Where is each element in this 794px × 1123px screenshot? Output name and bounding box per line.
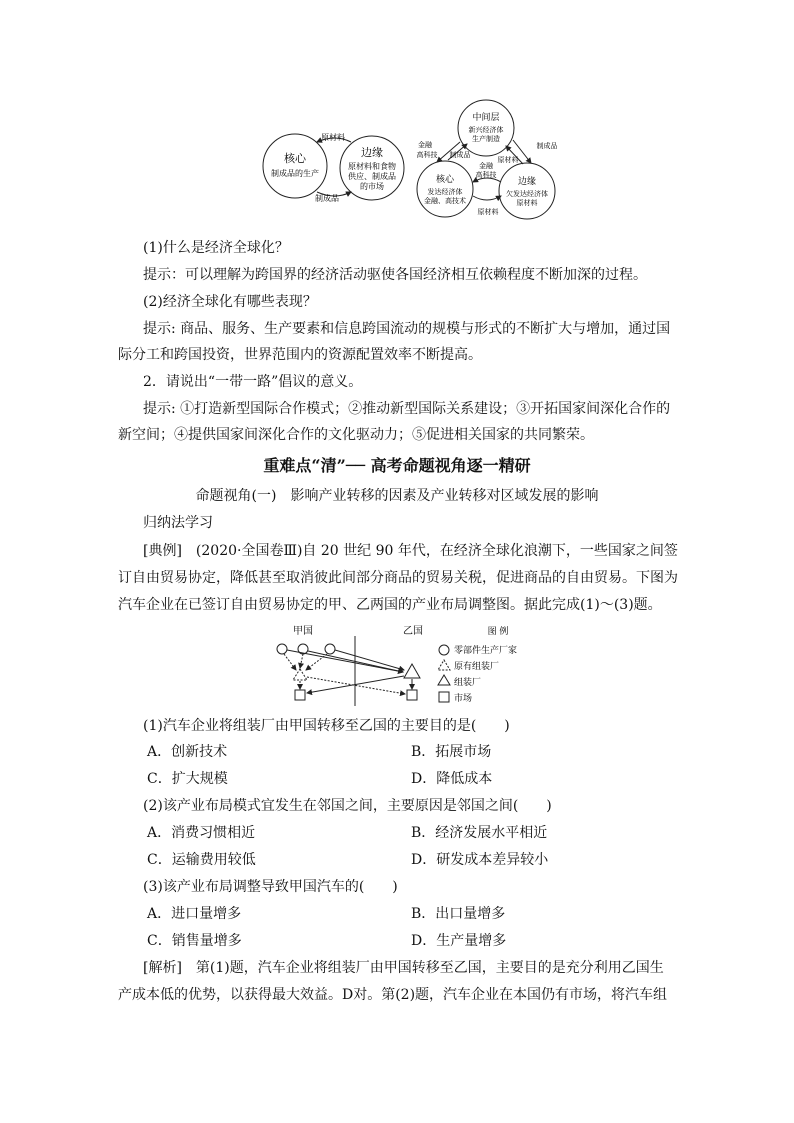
new-assembly bbox=[404, 664, 420, 678]
core-sub: 制成品的生产 bbox=[271, 169, 319, 178]
edge-line-2: 供应、制成品 bbox=[348, 172, 396, 181]
core-periphery-left bbox=[263, 132, 404, 203]
edge-line-r2: 原材料 bbox=[516, 199, 538, 207]
option-p2-d: D．研发成本差异较小 bbox=[411, 852, 549, 868]
country-b-label: 乙国 bbox=[403, 626, 423, 637]
example-line-1: [典例] (2020·全国卷Ⅲ)自 20 世纪 90 年代，在经济全球化浪潮下，一些国家之间签 bbox=[143, 543, 678, 559]
label-raw: 原材料 bbox=[321, 133, 345, 142]
legend-item-3: 组装厂 bbox=[454, 678, 482, 688]
core-title: 核心 bbox=[284, 152, 306, 165]
question-p1: (1)汽车企业将组装厂由甲国转移至乙国的主要目的是( ) bbox=[143, 718, 510, 734]
option-p3-b: B．出口量增多 bbox=[411, 906, 506, 922]
option-p3-d: D．生产量增多 bbox=[411, 933, 507, 949]
method-label: 归纳法学习 bbox=[143, 515, 213, 531]
legend-dashed-triangle-icon bbox=[438, 660, 450, 670]
question-p3: (3)该产业布局调整导致甲国汽车的( ) bbox=[143, 879, 398, 895]
answer-2-line-1: 提示: 商品、服务、生产要素和信息跨国流动的规模与形式的不断扩大与增加，通过国 bbox=[143, 321, 671, 337]
question-2: (2)经济全球化有哪些表现？ bbox=[143, 294, 317, 310]
answer-3-line-2: 新空间；④提供国家间深化合作的文化驱动力；⑤促进相关国家的共同繁荣。 bbox=[118, 427, 594, 443]
example-line-2: 订自由贸易协定，降低甚至取消彼此间部分商品的贸易关税，促进商品的自由贸易。下图为 bbox=[118, 570, 678, 586]
analysis-line-1: [解析] 第(1)题，汽车企业将组装厂由甲国转移至乙国，主要目的是充分利用乙国生 bbox=[143, 960, 664, 976]
edge-line-3: 的市场 bbox=[360, 182, 384, 191]
mid-line-1: 新兴经济体 bbox=[468, 126, 504, 134]
legend-title: 图 例 bbox=[487, 627, 509, 637]
option-p1-b: B．拓展市场 bbox=[411, 744, 492, 760]
label-tech-mid: 高科技 bbox=[475, 171, 497, 179]
dash-arrow-1 bbox=[284, 654, 296, 670]
arrow-core-edge bbox=[473, 196, 501, 200]
edge-line-r1: 欠发达经济体 bbox=[506, 190, 548, 198]
original-assembly bbox=[293, 669, 307, 680]
option-p1-d: D．降低成本 bbox=[411, 771, 493, 787]
label-made-left: 制成品 bbox=[449, 151, 471, 159]
edge-title-r: 边缘 bbox=[517, 177, 537, 187]
analysis-line-2: 产成本低的优势，以获得最大效益。D对。第(2)题，汽车企业在本国仍有市场，将汽车组 bbox=[118, 987, 668, 1003]
core-title-r: 核心 bbox=[435, 175, 455, 185]
answer-1: 提示：可以理解为跨国界的经济活动驱使各国经济相互依赖程度不断加深的过程。 bbox=[143, 267, 647, 283]
option-p1-a: A．创新技术 bbox=[147, 744, 228, 760]
legend-square-icon bbox=[439, 692, 449, 702]
parts-maker-1 bbox=[277, 644, 287, 654]
label-raw-bottom: 原材料 bbox=[477, 208, 499, 216]
dash-arrow-2 bbox=[300, 654, 303, 668]
label-made-right: 制成品 bbox=[536, 142, 558, 150]
question-1: (1)什么是经济全球化？ bbox=[143, 240, 289, 256]
mid-line-2: 生产制造 bbox=[472, 135, 500, 143]
option-p2-b: B．经济发展水平相近 bbox=[411, 825, 548, 841]
edge-title: 边缘 bbox=[361, 146, 383, 159]
legend-circle-icon bbox=[439, 645, 449, 655]
label-fin-left: 金融 bbox=[418, 141, 432, 149]
label-tech-left: 高科技 bbox=[416, 151, 438, 159]
option-p1-c: C．扩大规模 bbox=[147, 771, 228, 787]
label-raw-top: 原材料 bbox=[497, 156, 519, 164]
section-subtitle: 命题视角(一) 影响产业转移的因素及产业转移对区域发展的影响 bbox=[195, 488, 599, 504]
edge-line-1: 原材料和食物 bbox=[348, 162, 396, 171]
solid-arrow-3 bbox=[335, 650, 404, 670]
option-p2-c: C．运输费用较低 bbox=[147, 852, 256, 868]
section-title: 重难点“清”── 高考命题视角逐一精研 bbox=[263, 456, 531, 475]
legend-item-4: 市场 bbox=[454, 694, 473, 704]
core-periphery-right bbox=[417, 100, 558, 219]
label-fin-mid: 金融 bbox=[479, 162, 493, 170]
option-p3-c: C．销售量增多 bbox=[147, 933, 242, 949]
question-p2: (2)该产业布局模式宜发生在邻国之间，主要原因是邻国之间( ) bbox=[143, 798, 552, 814]
example-line-3: 汽车企业在已签订自由贸易协定的甲、乙两国的产业布局调整图。据此完成(1)～(3)题。 bbox=[118, 597, 662, 613]
legend-item-1: 零部件生产厂家 bbox=[454, 646, 518, 656]
market-b bbox=[407, 690, 417, 700]
market-a bbox=[295, 690, 305, 700]
core-line-2: 金融、高技术 bbox=[424, 197, 466, 205]
core-circle bbox=[263, 134, 327, 198]
option-p3-a: A．进口量增多 bbox=[147, 906, 242, 922]
legend-triangle-icon bbox=[438, 675, 450, 685]
question-3: 2．请说出“一带一路”倡议的意义。 bbox=[143, 374, 363, 390]
answer-2-line-2: 际分工和跨国投资，世界范围内的资源配置效率不断提高。 bbox=[118, 347, 482, 363]
core-line-1: 发达经济体 bbox=[427, 188, 463, 196]
industry-layout-figure bbox=[270, 622, 540, 708]
option-p2-a: A．消费习惯相近 bbox=[147, 825, 256, 841]
core-periphery-figure bbox=[255, 98, 590, 220]
dash-arrow-5 bbox=[307, 677, 405, 694]
mid-title: 中间层 bbox=[472, 113, 500, 123]
country-a-label: 甲国 bbox=[293, 626, 313, 637]
answer-3-line-1: 提示: ①打造新型国际合作模式；②推动新型国际关系建设；③开拓国家间深化合作的 bbox=[143, 401, 671, 417]
legend-item-2: 原有组装厂 bbox=[454, 662, 500, 672]
parts-maker-3 bbox=[325, 644, 335, 654]
dash-arrow-3 bbox=[306, 654, 327, 670]
label-made: 制成品 bbox=[315, 194, 339, 203]
